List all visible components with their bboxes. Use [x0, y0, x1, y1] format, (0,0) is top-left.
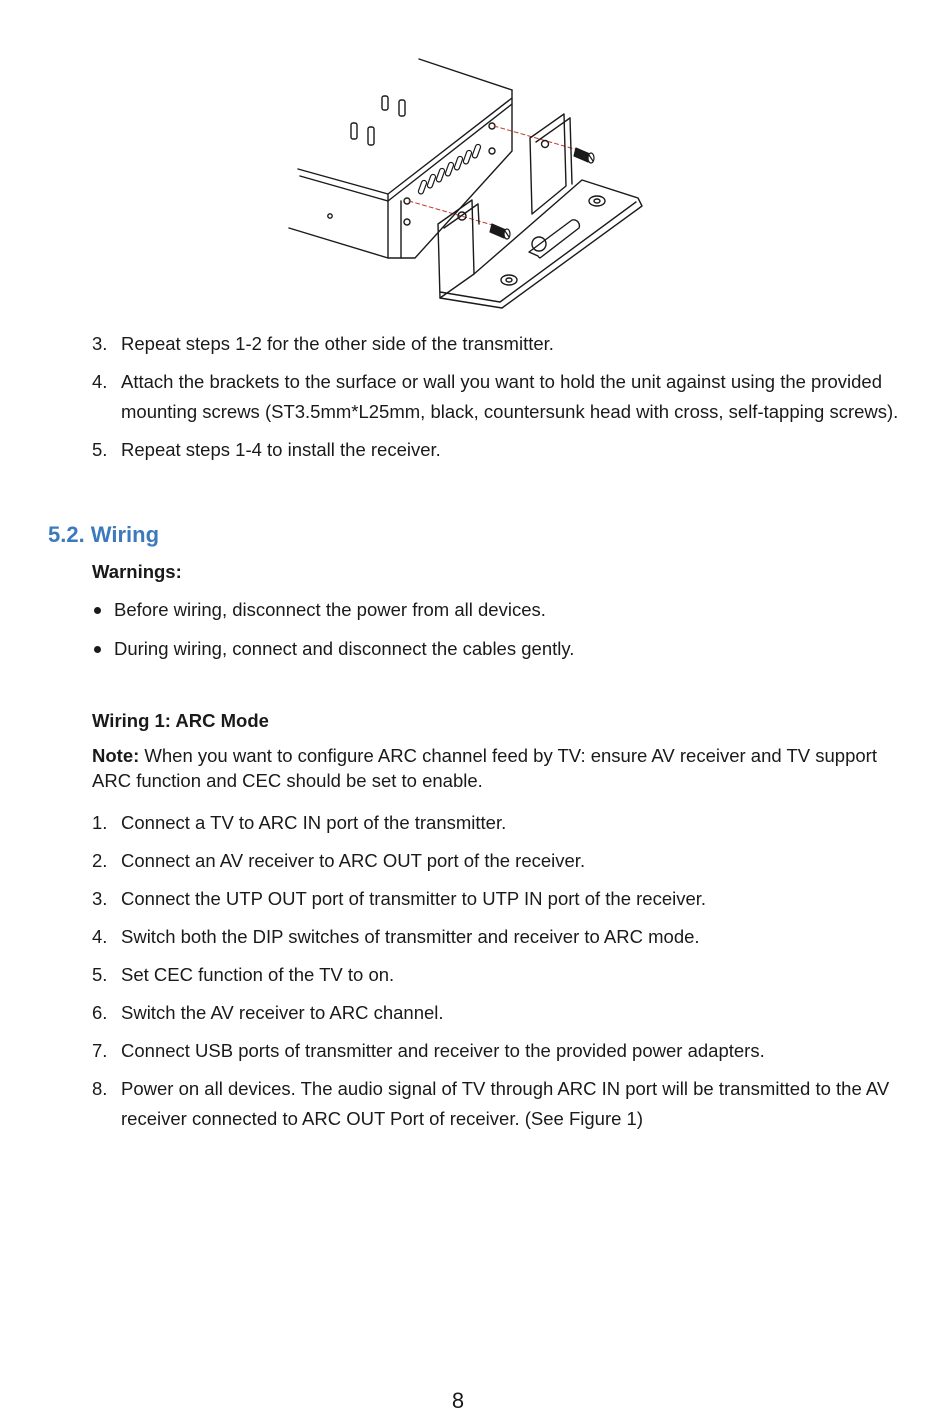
list-item [92, 1036, 902, 1066]
note-text: When you want to configure ARC channel feed by TV: ensure AV receiver and TV support ARC function and CEC should be set to enable. [92, 745, 877, 791]
list-item [92, 435, 902, 465]
step-text: Repeat steps 1-4 to install the receiver. [121, 439, 441, 460]
list-item [92, 1074, 902, 1134]
bullet-icon [94, 646, 101, 653]
page-number: 8 [451, 1388, 465, 1413]
step-text: Set CEC function of the TV to on. [121, 964, 395, 985]
step-number: 6. [92, 1002, 108, 1023]
step-number: 4. [92, 926, 108, 947]
note-label: Note: [92, 745, 140, 766]
step-text: Repeat steps 1-2 for the other side of the transmitter. [121, 333, 554, 354]
step-text: Connect a TV to ARC IN port of the transmitter. [121, 812, 507, 833]
step-number: 3. [92, 888, 108, 909]
step-text: Power on all devices. The audio signal of TV through ARC IN port will be transmitted to the AV receiver connected to ARC OUT Port of receiver. (See Figure 1) [121, 1078, 890, 1129]
step-text: Connect an AV receiver to ARC OUT port of the receiver. [121, 850, 586, 871]
step-number: 3. [92, 333, 108, 354]
step-number: 7. [92, 1040, 108, 1061]
warning-text: During wiring, connect and disconnect the cables gently. [114, 638, 575, 659]
list-item [92, 998, 902, 1028]
wiring-steps-list [92, 808, 902, 1134]
list-item [92, 367, 902, 427]
warning-text: Before wiring, disconnect the power from all devices. [114, 599, 546, 620]
step-text: Connect the UTP OUT port of transmitter to UTP IN port of the receiver. [121, 888, 707, 909]
list-item [92, 922, 902, 952]
step-text: Connect USB ports of transmitter and receiver to the provided power adapters. [121, 1040, 765, 1061]
step-number: 8. [92, 1078, 108, 1099]
wiring-subtitle: Wiring 1: ARC Mode [92, 710, 269, 731]
bullet-icon [94, 607, 101, 614]
list-item [92, 635, 574, 663]
list-item [92, 846, 902, 876]
warnings-title: Warnings: [92, 561, 182, 582]
list-item [92, 596, 574, 624]
list-item [92, 960, 902, 990]
step-number: 5. [92, 964, 108, 985]
warnings-list [92, 596, 574, 663]
step-number: 2. [92, 850, 108, 871]
step-text: Switch the AV receiver to ARC channel. [121, 1002, 444, 1023]
bracket-mounting-illustration [286, 56, 646, 310]
step-text: Switch both the DIP switches of transmitter and receiver to ARC mode. [121, 926, 700, 947]
list-item [92, 329, 902, 359]
step-number: 4. [92, 371, 108, 392]
step-number: 5. [92, 439, 108, 460]
note-paragraph [92, 743, 892, 793]
list-item [92, 808, 902, 838]
list-item [92, 884, 902, 914]
step-text: Attach the brackets to the surface or wall you want to hold the unit against using the provided mounting screws (ST3.5mm*L25mm, black, countersunk head with cross, self-tapping screws). [121, 371, 899, 422]
section-heading: 5.2. Wiring [48, 522, 160, 547]
installation-steps-list [92, 329, 902, 465]
step-number: 1. [92, 812, 108, 833]
